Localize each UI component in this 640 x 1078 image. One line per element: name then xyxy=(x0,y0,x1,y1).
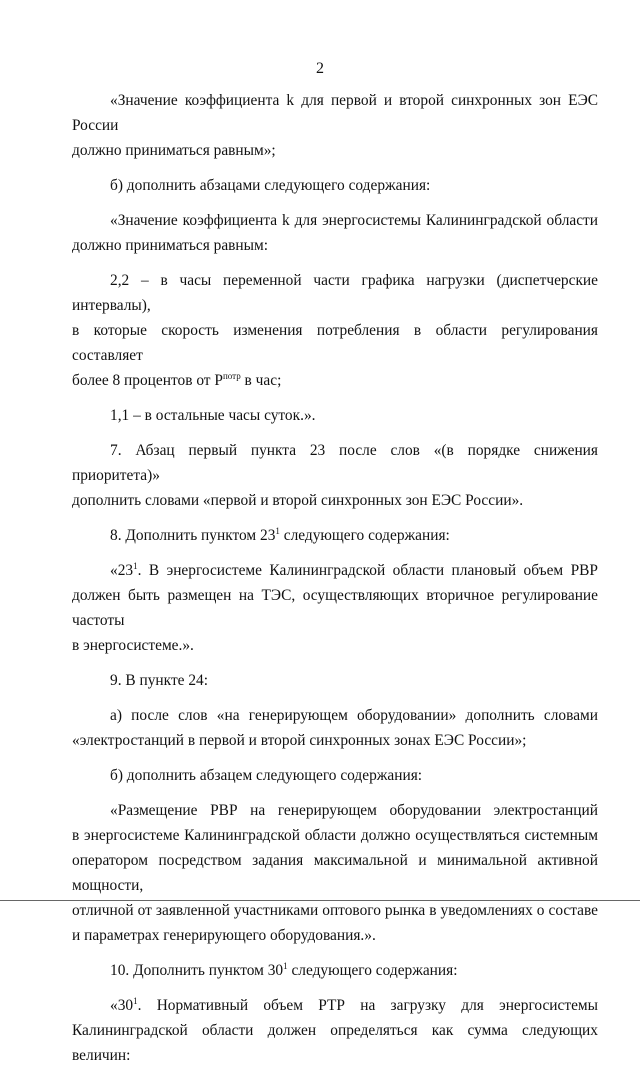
paragraph-value-1-1: 1,1 – в остальные часы суток.». xyxy=(110,407,316,424)
superscript: 1 xyxy=(275,526,280,536)
text-line: должно приниматься равным»; xyxy=(72,142,276,159)
text-fragment: более 8 процентов от P xyxy=(72,372,223,389)
superscript: потр xyxy=(222,371,241,381)
text-fragment: «30 xyxy=(110,997,134,1014)
text-fragment: следующего содержания: xyxy=(279,527,450,544)
superscript: 1 xyxy=(133,561,138,571)
scan-edge-line xyxy=(0,900,640,901)
text-line: в энергосистеме.». xyxy=(72,637,194,654)
superscript: 1 xyxy=(283,961,288,971)
paragraph-rvr-placement xyxy=(72,798,598,948)
paragraph-item-8 xyxy=(72,523,598,548)
text-line: дополнить словами «первой и второй синхронных зон ЕЭС России». xyxy=(72,492,524,509)
text-line: «Значение коэффициента k для энергосистемы Калининградской области xyxy=(110,212,598,229)
text-fragment: . В энергосистеме Калининградской области плановый объем РВР xyxy=(137,562,598,579)
text-line: «Значение коэффициента k для первой и второй синхронных зон ЕЭС России xyxy=(72,92,598,134)
paragraph-item-9: 9. В пункте 24: xyxy=(110,672,209,689)
text-fragment: «23 xyxy=(110,562,134,579)
text-line: Калининградской области должен определяться как сумма следующих величин: xyxy=(72,1022,598,1064)
paragraph-item-9-b: б) дополнить абзацем следующего содержания: xyxy=(110,767,423,784)
text-line: в которые скорость изменения потребления в области регулирования составляет xyxy=(72,322,598,364)
text-line xyxy=(72,368,598,393)
text-line xyxy=(72,558,598,583)
text-fragment: в час; xyxy=(240,372,282,389)
text-line: должен быть размещен на ТЭС, осуществляющих вторичное регулирование частоты xyxy=(72,587,598,629)
paragraph-k-coefficient-kaliningrad xyxy=(72,208,598,258)
paragraph-item-9-a xyxy=(72,703,598,753)
text-fragment: следующего содержания: xyxy=(287,962,458,979)
paragraph-point-23-1 xyxy=(72,558,598,658)
text-fragment: 8. Дополнить пунктом 23 xyxy=(110,527,276,544)
text-fragment: . Нормативный объем РТР на загрузку для энергосистемы xyxy=(137,997,598,1014)
text-line: «Размещение РВР на генерирующем оборудовании электростанций xyxy=(110,802,598,819)
paragraph-value-2-2 xyxy=(72,268,598,393)
paragraph-point-30-1 xyxy=(72,993,598,1068)
text-line: «электростанций в первой и второй синхронных зонах ЕЭС России»; xyxy=(72,732,527,749)
text-line: 2,2 – в часы переменной части графика нагрузки (диспетчерские интервалы), xyxy=(72,272,598,314)
paragraph-item-7 xyxy=(72,438,598,513)
text-fragment: 10. Дополнить пунктом 30 xyxy=(110,962,284,979)
paragraph-item-10 xyxy=(72,958,598,983)
text-line: должно приниматься равным: xyxy=(72,237,269,254)
text-line: отличной от заявленной участниками оптового рынка в уведомлениях о составе xyxy=(72,902,598,919)
document-body xyxy=(72,88,598,1078)
text-line: оператором посредством задания максимальной и минимальной активной мощности, xyxy=(72,852,598,894)
text-line: в энергосистеме Калининградской области должно осуществляться системным xyxy=(72,827,598,844)
superscript: 1 xyxy=(133,996,138,1006)
paragraph-k-coefficient-sync-zones xyxy=(72,88,598,163)
text-line: и параметрах генерирующего оборудования.». xyxy=(72,927,376,944)
text-line: а) после слов «на генерирующем оборудовании» дополнить словами xyxy=(110,707,598,724)
text-line xyxy=(72,993,598,1018)
text-line: 7. Абзац первый пункта 23 после слов «(в порядке снижения приоритета)» xyxy=(72,442,598,484)
page-number: 2 xyxy=(316,60,324,77)
paragraph-add-subparagraphs: б) дополнить абзацами следующего содержания: xyxy=(110,177,431,194)
